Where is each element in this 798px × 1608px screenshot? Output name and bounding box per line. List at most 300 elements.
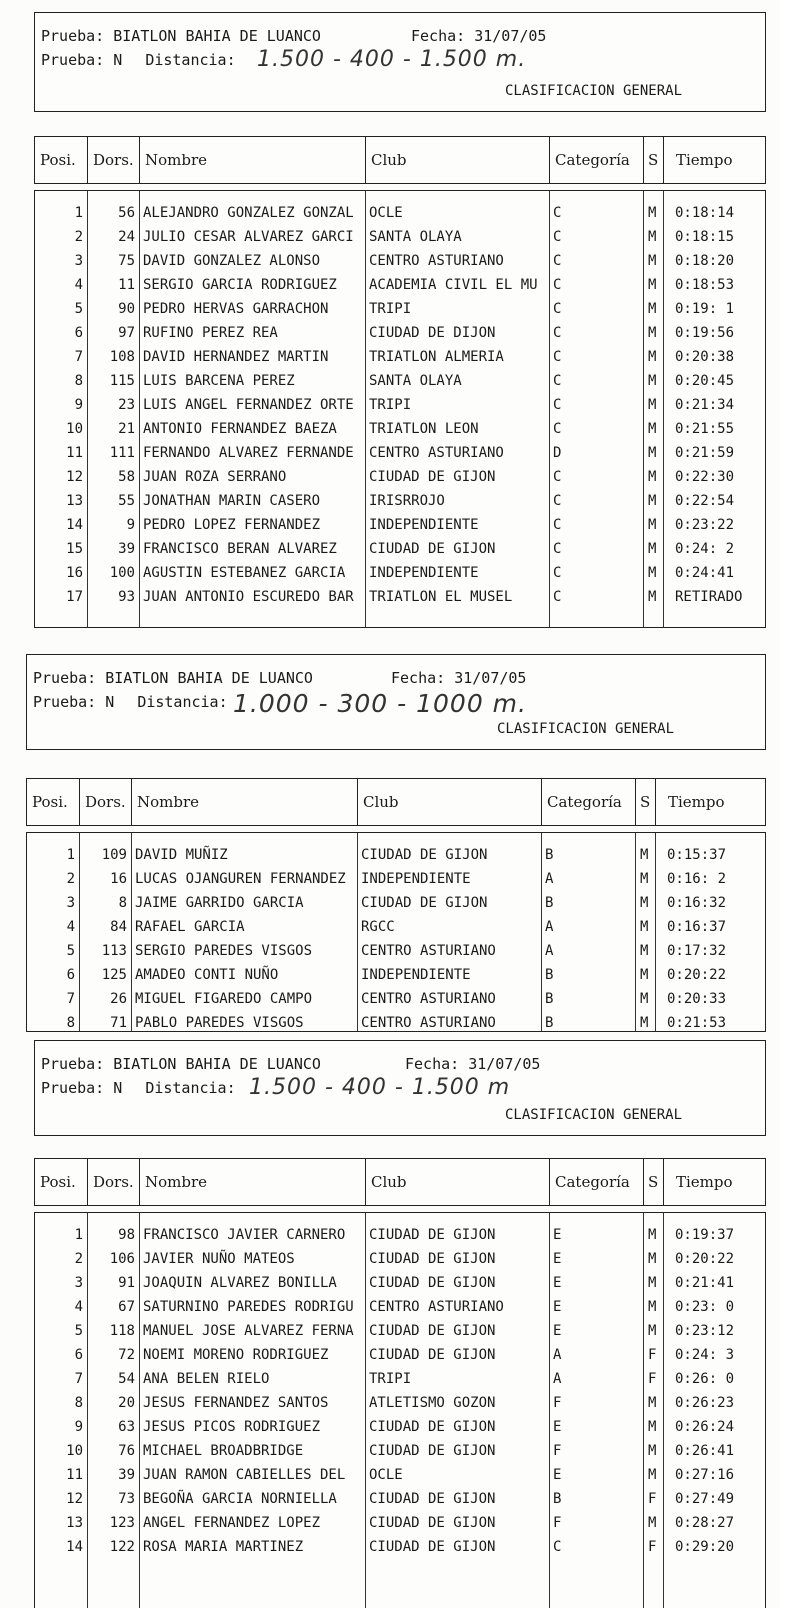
cell-tiempo: RETIRADO: [675, 589, 743, 605]
fecha-value: 31/07/05: [474, 27, 547, 45]
table-row: [35, 417, 765, 441]
cell-club: IRISRROJO: [369, 493, 445, 509]
col-nombre: Nombre: [139, 137, 365, 183]
cell-nombre: FRANCISCO BERAN ALVAREZ: [143, 541, 337, 557]
col-categoria: Categoría: [549, 137, 643, 183]
cell-s: M: [648, 1299, 657, 1315]
table-row: [35, 585, 765, 609]
cell-dors: 71: [110, 1015, 127, 1031]
fecha-value: 31/07/05: [468, 1055, 541, 1073]
cell-categoria: B: [545, 967, 554, 983]
cell-s: M: [648, 1323, 657, 1339]
cell-nombre: JUAN ANTONIO ESCUREDO BAR: [143, 589, 354, 605]
cell-club: TRIPI: [369, 1371, 412, 1387]
distancia-label: Distancia:: [145, 1079, 236, 1097]
cell-posi: 7: [66, 991, 75, 1007]
cell-tiempo: 0:21:41: [675, 1275, 735, 1291]
cell-s: M: [648, 565, 657, 581]
cell-posi: 5: [74, 1323, 83, 1339]
cell-nombre: SERGIO PAREDES VISGOS: [135, 943, 313, 959]
table-row: [27, 915, 765, 939]
cell-posi: 1: [74, 1227, 83, 1243]
cell-tiempo: 0:18:20: [675, 253, 735, 269]
cell-tiempo: 0:19:56: [675, 325, 735, 341]
cell-tiempo: 0:17:32: [667, 943, 727, 959]
fecha-label: Fecha:: [411, 27, 466, 45]
cell-nombre: ANTONIO FERNANDEZ BAEZA: [143, 421, 337, 437]
cell-s: M: [648, 1515, 657, 1531]
cell-nombre: JESUS PICOS RODRIGUEZ: [143, 1419, 321, 1435]
table-row: [35, 1223, 765, 1247]
cell-dors: 109: [101, 847, 127, 863]
table-row: [27, 891, 765, 915]
cell-tiempo: 0:26:23: [675, 1395, 735, 1411]
cell-club: CENTRO ASTURIANO: [369, 253, 504, 269]
cell-s: F: [648, 1491, 657, 1507]
cell-tiempo: 0:22:54: [675, 493, 735, 509]
cell-dors: 58: [118, 469, 135, 485]
cell-tiempo: 0:24: 3: [675, 1347, 735, 1363]
cell-dors: 111: [109, 445, 135, 461]
cell-nombre: ANA BELEN RIELO: [143, 1371, 270, 1387]
cell-s: M: [640, 943, 649, 959]
cell-s: M: [648, 205, 657, 221]
cell-nombre: JAVIER NUÑO MATEOS: [143, 1251, 295, 1267]
col-tiempo: Tiempo: [655, 779, 767, 825]
table-row: [35, 1487, 765, 1511]
cell-s: M: [648, 589, 657, 605]
cell-club: CIUDAD DE DIJON: [369, 325, 496, 341]
cell-club: CENTRO ASTURIANO: [369, 1299, 504, 1315]
section-1-table-body: [34, 190, 766, 628]
cell-club: ATLETISMO GOZON: [369, 1395, 496, 1411]
cell-club: INDEPENDIENTE: [361, 967, 471, 983]
scan-edge: [780, 0, 798, 1608]
section-2-table-body: [26, 832, 766, 1032]
table-row: [35, 297, 765, 321]
distancia-label: Distancia:: [137, 693, 228, 711]
table-row: [35, 345, 765, 369]
cell-posi: 1: [74, 205, 83, 221]
col-posi: Posi.: [40, 1173, 76, 1191]
col-nombre: Nombre: [131, 779, 357, 825]
cell-posi: 5: [66, 943, 75, 959]
col-categoria: Categoría: [549, 1159, 643, 1205]
cell-nombre: NOEMI MORENO RODRIGUEZ: [143, 1347, 329, 1363]
cell-tiempo: 0:23: 0: [675, 1299, 735, 1315]
cell-nombre: FERNANDO ALVAREZ FERNANDE: [143, 445, 354, 461]
cell-nombre: MICHAEL BROADBRIDGE: [143, 1443, 304, 1459]
cell-dors: 39: [118, 541, 135, 557]
cell-posi: 9: [74, 1419, 83, 1435]
cell-tiempo: 0:26: 0: [675, 1371, 735, 1387]
cell-tiempo: 0:23:12: [675, 1323, 735, 1339]
cell-posi: 2: [74, 229, 83, 245]
cell-club: CIUDAD DE GIJON: [361, 895, 488, 911]
cell-s: M: [640, 991, 649, 1007]
cell-nombre: RAFAEL GARCIA: [135, 919, 245, 935]
cell-categoria: C: [553, 373, 562, 389]
col-club: Club: [357, 779, 541, 825]
col-posi: Posi.: [32, 793, 68, 811]
cell-posi: 9: [74, 397, 83, 413]
cell-s: M: [640, 967, 649, 983]
cell-nombre: LUCAS OJANGUREN FERNANDEZ: [135, 871, 346, 887]
section-2-column-header: [26, 778, 766, 826]
cell-nombre: DAVID GONZALEZ ALONSO: [143, 253, 321, 269]
cell-s: M: [648, 301, 657, 317]
cell-nombre: RUFINO PEREZ REA: [143, 325, 278, 341]
cell-club: CENTRO ASTURIANO: [361, 943, 496, 959]
cell-nombre: DAVID HERNANDEZ MARTIN: [143, 349, 329, 365]
cell-posi: 15: [66, 541, 83, 557]
cell-dors: 63: [118, 1419, 135, 1435]
col-dors: Dors.: [79, 779, 131, 825]
cell-s: M: [648, 349, 657, 365]
cell-categoria: A: [553, 1347, 562, 1363]
cell-categoria: C: [553, 301, 562, 317]
cell-dors: 67: [118, 1299, 135, 1315]
cell-nombre: PEDRO LOPEZ FERNANDEZ: [143, 517, 321, 533]
table-row: [27, 987, 765, 1011]
cell-nombre: JOAQUIN ALVAREZ BONILLA: [143, 1275, 337, 1291]
cell-posi: 8: [66, 1015, 75, 1031]
cell-dors: 16: [110, 871, 127, 887]
col-s: S: [635, 779, 655, 825]
cell-dors: 100: [109, 565, 135, 581]
cell-tiempo: 0:21:59: [675, 445, 735, 461]
cell-tiempo: 0:16:32: [667, 895, 727, 911]
cell-dors: 84: [110, 919, 127, 935]
cell-categoria: C: [553, 397, 562, 413]
col-categoria: Categoría: [541, 779, 635, 825]
cell-club: INDEPENDIENTE: [361, 871, 471, 887]
cell-nombre: AGUSTIN ESTEBANEZ GARCIA: [143, 565, 346, 581]
table-row: [35, 441, 765, 465]
cell-categoria: C: [553, 589, 562, 605]
cell-categoria: F: [553, 1515, 562, 1531]
col-tiempo: Tiempo: [663, 137, 767, 183]
cell-posi: 11: [66, 1467, 83, 1483]
table-row: [35, 1439, 765, 1463]
col-dors: Dors.: [87, 1159, 139, 1205]
cell-nombre: SERGIO GARCIA RODRIGUEZ: [143, 277, 337, 293]
cell-posi: 3: [74, 1275, 83, 1291]
cell-s: M: [648, 1467, 657, 1483]
table-row: [35, 1295, 765, 1319]
cell-nombre: JONATHAN MARIN CASERO: [143, 493, 321, 509]
cell-dors: 8: [118, 895, 127, 911]
cell-s: M: [648, 1227, 657, 1243]
cell-dors: 122: [109, 1539, 135, 1555]
col-s: S: [643, 137, 663, 183]
cell-categoria: A: [545, 871, 554, 887]
cell-s: M: [648, 1443, 657, 1459]
cell-club: TRIPI: [369, 397, 412, 413]
col-tiempo: Tiempo: [663, 1159, 767, 1205]
cell-tiempo: 0:27:16: [675, 1467, 735, 1483]
cell-tiempo: 0:16:37: [667, 919, 727, 935]
cell-s: M: [640, 1015, 649, 1031]
section-3-header: [34, 1040, 766, 1136]
cell-dors: 106: [109, 1251, 135, 1267]
cell-club: OCLE: [369, 205, 403, 221]
cell-categoria: F: [553, 1395, 562, 1411]
cell-posi: 3: [66, 895, 75, 911]
cell-nombre: FRANCISCO JAVIER CARNERO: [143, 1227, 346, 1243]
cell-posi: 14: [66, 517, 83, 533]
cell-nombre: PABLO PAREDES VISGOS: [135, 1015, 304, 1031]
table-row: [35, 537, 765, 561]
cell-dors: 23: [118, 397, 135, 413]
cell-posi: 3: [74, 253, 83, 269]
cell-tiempo: 0:21:34: [675, 397, 735, 413]
cell-posi: 2: [66, 871, 75, 887]
cell-nombre: ROSA MARIA MARTINEZ: [143, 1539, 304, 1555]
cell-categoria: C: [553, 517, 562, 533]
cell-posi: 7: [74, 1371, 83, 1387]
table-row: [27, 963, 765, 987]
cell-club: CIUDAD DE GIJON: [369, 1491, 496, 1507]
prueba-line-1: Prueba: BIATLON BAHIA DE LUANCO: [41, 1055, 321, 1073]
col-dors: Dors.: [87, 137, 139, 183]
cell-posi: 11: [66, 445, 83, 461]
cell-posi: 4: [74, 1299, 83, 1315]
cell-categoria: C: [553, 277, 562, 293]
fecha-value: 31/07/05: [454, 669, 527, 687]
col-club: Club: [365, 1159, 549, 1205]
cell-dors: 97: [118, 325, 135, 341]
cell-posi: 8: [74, 1395, 83, 1411]
cell-categoria: B: [545, 991, 554, 1007]
table-row: [27, 843, 765, 867]
cell-s: M: [648, 517, 657, 533]
cell-categoria: E: [553, 1323, 562, 1339]
cell-dors: 76: [118, 1443, 135, 1459]
cell-dors: 39: [118, 1467, 135, 1483]
table-row: [35, 1391, 765, 1415]
cell-tiempo: 0:19: 1: [675, 301, 735, 317]
cell-tiempo: 0:15:37: [667, 847, 727, 863]
cell-categoria: B: [553, 1491, 562, 1507]
cell-club: CIUDAD DE GIJON: [369, 1539, 496, 1555]
table-row: [35, 1367, 765, 1391]
cell-dors: 24: [118, 229, 135, 245]
cell-posi: 4: [74, 277, 83, 293]
cell-categoria: C: [553, 493, 562, 509]
cell-posi: 14: [66, 1539, 83, 1555]
cell-s: M: [648, 253, 657, 269]
table-row: [27, 1011, 765, 1032]
cell-categoria: C: [553, 253, 562, 269]
cell-nombre: ANGEL FERNANDEZ LOPEZ: [143, 1515, 321, 1531]
cell-posi: 13: [66, 1515, 83, 1531]
cell-nombre: SATURNINO PAREDES RODRIGU: [143, 1299, 354, 1315]
cell-s: M: [648, 1275, 657, 1291]
cell-club: TRIATLON EL MUSEL: [369, 589, 513, 605]
cell-posi: 5: [74, 301, 83, 317]
cell-s: M: [648, 493, 657, 509]
cell-dors: 54: [118, 1371, 135, 1387]
cell-nombre: BEGOÑA GARCIA NORNIELLA: [143, 1491, 337, 1507]
cell-dors: 90: [118, 301, 135, 317]
cell-club: CIUDAD DE GIJON: [369, 1323, 496, 1339]
cell-s: M: [648, 1419, 657, 1435]
cell-posi: 7: [74, 349, 83, 365]
table-row: [35, 1535, 765, 1559]
cell-categoria: A: [545, 943, 554, 959]
section-3-table-body: [34, 1212, 766, 1608]
table-row: [35, 201, 765, 225]
cell-categoria: C: [553, 1539, 562, 1555]
cell-categoria: E: [553, 1467, 562, 1483]
cell-tiempo: 0:20:45: [675, 373, 735, 389]
cell-categoria: C: [553, 565, 562, 581]
cell-s: M: [640, 871, 649, 887]
cell-club: INDEPENDIENTE: [369, 517, 479, 533]
col-s: S: [643, 1159, 663, 1205]
cell-nombre: ALEJANDRO GONZALEZ GONZAL: [143, 205, 354, 221]
section-1-header: [34, 12, 766, 112]
cell-club: CIUDAD DE GIJON: [361, 847, 488, 863]
cell-club: CIUDAD DE GIJON: [369, 1347, 496, 1363]
clasificacion-title: CLASIFICACION GENERAL: [497, 721, 675, 737]
cell-nombre: JUAN ROZA SERRANO: [143, 469, 287, 485]
cell-club: RGCC: [361, 919, 395, 935]
table-row: [35, 393, 765, 417]
table-row: [35, 1319, 765, 1343]
cell-dors: 113: [101, 943, 127, 959]
cell-s: M: [648, 445, 657, 461]
cell-club: CIUDAD DE GIJON: [369, 469, 496, 485]
cell-dors: 93: [118, 589, 135, 605]
cell-club: CIUDAD DE GIJON: [369, 1515, 496, 1531]
cell-categoria: A: [553, 1371, 562, 1387]
cell-dors: 73: [118, 1491, 135, 1507]
cell-club: CENTRO ASTURIANO: [369, 445, 504, 461]
cell-nombre: LUIS BARCENA PEREZ: [143, 373, 295, 389]
table-row: [35, 1271, 765, 1295]
distancia-handwritten: 1.500 - 400 - 1.500 m: [249, 1075, 511, 1100]
cell-categoria: C: [553, 205, 562, 221]
cell-nombre: JULIO CESAR ALVAREZ GARCI: [143, 229, 354, 245]
table-row: [35, 225, 765, 249]
cell-categoria: D: [553, 445, 562, 461]
cell-club: ACADEMIA CIVIL EL MU: [369, 277, 538, 293]
cell-nombre: AMADEO CONTI NUÑO: [135, 967, 279, 983]
cell-club: CIUDAD DE GIJON: [369, 541, 496, 557]
cell-nombre: MANUEL JOSE ALVAREZ FERNA: [143, 1323, 354, 1339]
cell-posi: 12: [66, 1491, 83, 1507]
cell-categoria: E: [553, 1251, 562, 1267]
cell-club: CIUDAD DE GIJON: [369, 1227, 496, 1243]
cell-categoria: B: [545, 847, 554, 863]
clasificacion-title: CLASIFICACION GENERAL: [505, 83, 683, 99]
cell-club: CIUDAD DE GIJON: [369, 1443, 496, 1459]
cell-dors: 91: [118, 1275, 135, 1291]
cell-club: SANTA OLAYA: [369, 373, 462, 389]
cell-club: CIUDAD DE GIJON: [369, 1419, 496, 1435]
table-row: [35, 513, 765, 537]
table-row: [35, 465, 765, 489]
cell-tiempo: 0:27:49: [675, 1491, 735, 1507]
table-row: [27, 939, 765, 963]
cell-posi: 6: [66, 967, 75, 983]
table-row: [35, 1415, 765, 1439]
cell-dors: 118: [109, 1323, 135, 1339]
cell-tiempo: 0:18:53: [675, 277, 735, 293]
col-club: Club: [365, 137, 549, 183]
cell-dors: 26: [110, 991, 127, 1007]
cell-categoria: C: [553, 421, 562, 437]
clasificacion-title: CLASIFICACION GENERAL: [505, 1107, 683, 1123]
table-row: [35, 1343, 765, 1367]
cell-tiempo: 0:20:22: [667, 967, 727, 983]
cell-s: M: [648, 1395, 657, 1411]
cell-nombre: LUIS ANGEL FERNANDEZ ORTE: [143, 397, 354, 413]
prueba-line-2: Prueba: N: [41, 1079, 123, 1097]
cell-s: M: [640, 847, 649, 863]
cell-s: M: [648, 325, 657, 341]
prueba-line-1: Prueba: BIATLON BAHIA DE LUANCO: [33, 669, 313, 687]
cell-nombre: JAIME GARRIDO GARCIA: [135, 895, 304, 911]
table-row: [35, 561, 765, 585]
cell-nombre: DAVID MUÑIZ: [135, 847, 228, 863]
cell-dors: 75: [118, 253, 135, 269]
cell-posi: 4: [66, 919, 75, 935]
section-3-column-header: [34, 1158, 766, 1206]
cell-posi: 10: [66, 1443, 83, 1459]
cell-s: F: [648, 1371, 657, 1387]
cell-club: INDEPENDIENTE: [369, 565, 479, 581]
cell-tiempo: 0:20:38: [675, 349, 735, 365]
section-1-column-header: [34, 136, 766, 184]
cell-tiempo: 0:29:20: [675, 1539, 735, 1555]
cell-tiempo: 0:26:24: [675, 1419, 735, 1435]
cell-dors: 55: [118, 493, 135, 509]
col-posi: Posi.: [40, 151, 76, 169]
cell-s: M: [648, 469, 657, 485]
cell-s: M: [648, 229, 657, 245]
col-nombre: Nombre: [139, 1159, 365, 1205]
cell-club: CENTRO ASTURIANO: [361, 991, 496, 1007]
prueba-line-2: Prueba: N: [41, 51, 123, 69]
prueba-line-2: Prueba: N: [33, 693, 115, 711]
cell-dors: 125: [101, 967, 127, 983]
cell-posi: 8: [74, 373, 83, 389]
distancia-handwritten: 1.000 - 300 - 1000 m.: [233, 689, 527, 718]
distancia-handwritten: 1.500 - 400 - 1.500 m.: [257, 47, 527, 72]
cell-dors: 108: [109, 349, 135, 365]
cell-categoria: C: [553, 469, 562, 485]
cell-categoria: B: [545, 895, 554, 911]
table-row: [35, 1463, 765, 1487]
cell-tiempo: 0:20:22: [675, 1251, 735, 1267]
table-row: [35, 1247, 765, 1271]
cell-dors: 20: [118, 1395, 135, 1411]
cell-tiempo: 0:26:41: [675, 1443, 735, 1459]
section-2-header: [26, 654, 766, 750]
fecha-label: Fecha:: [405, 1055, 460, 1073]
cell-categoria: E: [553, 1419, 562, 1435]
cell-nombre: JUAN RAMON CABIELLES DEL: [143, 1467, 346, 1483]
cell-tiempo: 0:24: 2: [675, 541, 735, 557]
cell-tiempo: 0:23:22: [675, 517, 735, 533]
cell-club: OCLE: [369, 1467, 403, 1483]
cell-categoria: E: [553, 1227, 562, 1243]
cell-s: F: [648, 1347, 657, 1363]
cell-posi: 17: [66, 589, 83, 605]
